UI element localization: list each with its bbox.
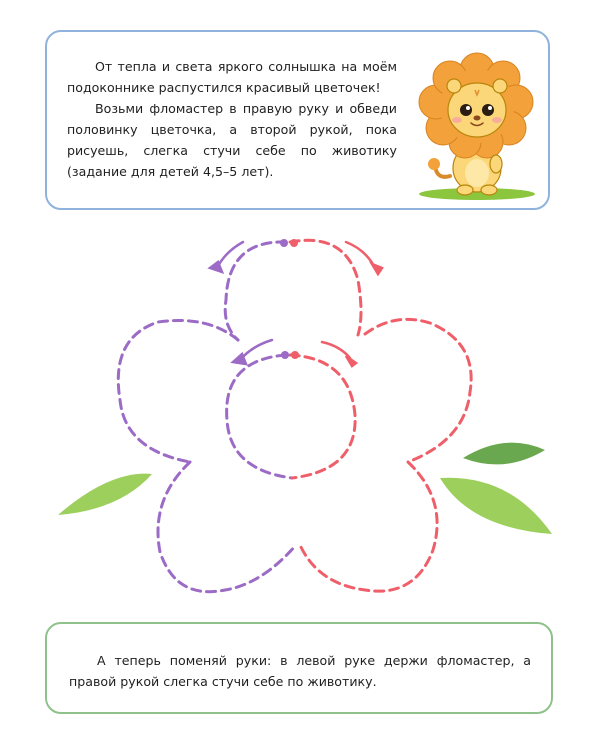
instruction-paragraph-2: Возьми фломастер в правую руку и обведи половинку цветочка, а второй рукой, пока рисуешь, слегка стучи себе по животику (задание для детей 4,5–5 лет).	[67, 101, 397, 179]
lion-icon	[415, 50, 539, 200]
instruction-paragraph-1: От тепла и света яркого солнышка на моём подоконнике распустился красивый цветочек!	[67, 59, 397, 95]
right-half-trace	[290, 240, 471, 591]
task-instruction-box	[45, 30, 550, 210]
switch-hands-box	[45, 622, 553, 714]
start-dot-mid-right	[291, 351, 299, 359]
start-dot-top-right	[290, 239, 298, 247]
task-instruction-text	[67, 56, 397, 182]
start-dot-top-left	[280, 239, 288, 247]
left-leaf	[58, 474, 152, 515]
right-leaf-bottom	[440, 478, 552, 534]
left-half-trace	[118, 242, 296, 592]
start-dot-mid-left	[281, 351, 289, 359]
arrow-icon	[210, 242, 382, 366]
right-leaf-top	[463, 443, 545, 465]
tracing-flower	[0, 220, 600, 610]
switch-hands-text: А теперь поменяй руки: в левой руке держи фломастер, а правой рукой слегка стучи себе по животику.	[69, 653, 531, 689]
